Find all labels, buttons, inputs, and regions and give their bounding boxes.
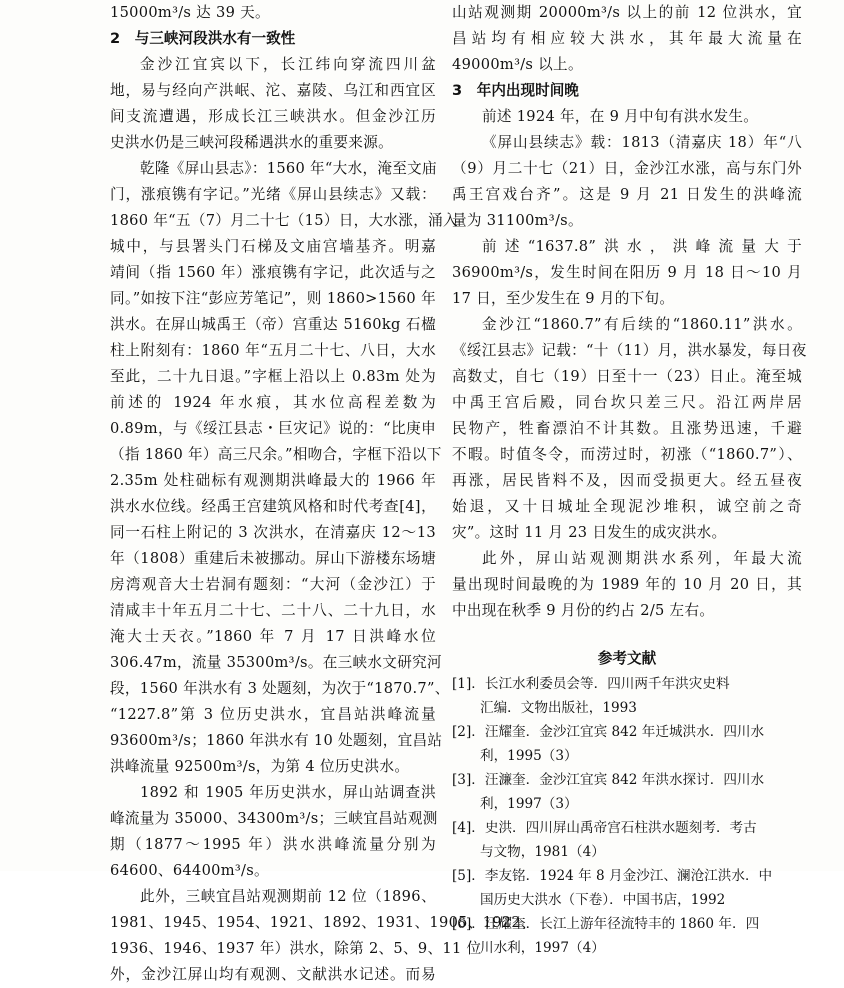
reference-line: 汇编．文物出版社，1993 bbox=[480, 700, 637, 716]
text-line: 清咸丰十年五月二十七、二十八、二十九日，水 bbox=[110, 602, 436, 619]
reference-line: [5]．李友铭．1924 年 8 月金沙江、澜沧江洪水．中 bbox=[452, 868, 773, 884]
text-line: 地，易与经向产洪岷、沱、嘉陵、乌江和西宜区 bbox=[110, 82, 436, 99]
text-line: 0.89m，与《绥江县志・巨灾记》说的：“比庚申 bbox=[110, 420, 436, 437]
reference-line: [3]．汪濂奎．金沙江宜宾 842 年洪水探讨．四川水 bbox=[452, 772, 765, 788]
text-line: 靖间（指 1560 年）涨痕镌有字记，此次适与之 bbox=[110, 264, 436, 281]
reference-item bbox=[452, 720, 802, 768]
text-line: 外，金沙江屏山均有观测、文献洪水记述。而易 bbox=[110, 966, 436, 983]
text-line: 前述“1637.8”洪水，洪峰流量大于 bbox=[482, 238, 802, 255]
references-list bbox=[452, 672, 802, 960]
text-line: 至此，二十九日退。”字框上沿以上 0.83m 处为 bbox=[110, 368, 436, 385]
text-line: 乾隆《屏山县志》：1560 年“大水，淹至文庙 bbox=[140, 160, 437, 177]
text-line: 15000m³/s 达 39 天。 bbox=[110, 4, 270, 21]
text-line: 间支流遭遇，形成长江三峡洪水。但金沙江历 bbox=[110, 108, 436, 125]
text-line: 前述 1924 年，在 9 月中旬有洪水发生。 bbox=[482, 108, 759, 125]
text-line: 再涨，居民皆料不及，因而受损更大。经五昼夜 bbox=[452, 472, 802, 489]
text-line: 房湾观音大士岩洞有题刻：“大河（金沙江）于 bbox=[110, 576, 436, 593]
text-line: 民物产，牲畜漂泊不计其数。且涨势迅速，千避 bbox=[452, 420, 802, 437]
reference-item bbox=[452, 816, 802, 864]
text-line: 期（1877～1995 年）洪水洪峰流量分别为 bbox=[110, 836, 436, 853]
text-line: 17 日，至少发生在 9 月的下旬。 bbox=[452, 290, 675, 307]
text-line: 93600m³/s；1860 年洪水有 10 处题刻，宜昌站 bbox=[110, 732, 443, 749]
text-line: 1936、1946、1937 年）洪水，除第 2、5、9、11 位 bbox=[110, 940, 482, 957]
section-heading: 3 年内出现时间晚 bbox=[452, 82, 579, 99]
reference-line: [1]．长江水利委员会等．四川两千年洪灾史料 bbox=[452, 676, 730, 692]
text-line: 洪峰流量 92500m³/s，为第 4 位历史洪水。 bbox=[110, 758, 410, 775]
text-line: 年（1808）重建后未被挪动。屏山下游楼东场塘 bbox=[110, 550, 436, 567]
text-line: 1981、1945、1954、1921、1892、1931、1905、1922、 bbox=[110, 914, 536, 931]
text-line: 49000m³/s 以上。 bbox=[452, 56, 583, 73]
text-line: 灾”。这时 11 月 23 日发生的成灾洪水。 bbox=[452, 524, 727, 541]
references-heading: 参考文献 bbox=[597, 650, 657, 667]
reference-item bbox=[452, 672, 802, 720]
reference-line: 与文物，1981（4） bbox=[480, 844, 605, 860]
reference-item bbox=[452, 768, 802, 816]
text-line: 《屏山县续志》载：1813（清嘉庆 18）年“八 bbox=[482, 134, 802, 151]
text-line: 禹王宫戏台齐”。这是 9 月 21 日发生的洪峰流 bbox=[452, 186, 802, 203]
reference-line: [6]．汪耀奎．长江上游年径流特丰的 1860 年．四 bbox=[452, 916, 760, 932]
text-line: （指 1860 年）高三尺余。”相吻合，字框下沿以下 bbox=[110, 446, 442, 463]
text-line: 不暇。时值冬令，而涝过时，初涨（“1860.7”）、 bbox=[452, 446, 802, 463]
text-line: 同一石柱上附记的 3 次洪水，在清嘉庆 12～13 bbox=[110, 524, 436, 541]
text-line: 史洪水仍是三峡河段稀遇洪水的重要来源。 bbox=[110, 134, 393, 151]
text-line: 高数丈，自七（19）日至十一（23）日止。淹至城 bbox=[452, 368, 802, 385]
text-line: 前述的 1924 年水痕，其水位高程差数为 bbox=[110, 394, 436, 411]
text-line: 金沙江宜宾以下，长江纬向穿流四川盆 bbox=[140, 56, 436, 73]
reference-line: [4]．史洪．四川屏山禹帝宫石柱洪水题刻考．考古 bbox=[452, 820, 757, 836]
text-line: 量为 31100m³/s。 bbox=[452, 212, 583, 229]
right-text-column bbox=[452, 0, 807, 960]
text-line: 此外，三峡宜昌站观测期前 12 位（1896、 bbox=[140, 888, 436, 905]
text-line: 金沙江“1860.7”有后续的“1860.11”洪水。 bbox=[482, 316, 802, 333]
reference-line: [2]．汪耀奎．金沙江宜宾 842 年迁城洪水．四川水 bbox=[452, 724, 765, 740]
text-line: 山站观测期 20000m³/s 以上的前 12 位洪水，宜 bbox=[452, 4, 802, 21]
text-line: 36900m³/s，发生时间在阳历 9 月 18 日～10 月 bbox=[452, 264, 802, 281]
text-line: 1892 和 1905 年历史洪水，屏山站调查洪 bbox=[140, 784, 436, 801]
text-line: 段，1560 年洪水有 3 处题刻，为次于“1870.7”、 bbox=[110, 680, 450, 697]
text-line: 306.47m，流量 35300m³/s。在三峡水文研究河 bbox=[110, 654, 442, 671]
reference-item bbox=[452, 912, 802, 960]
text-line: 中出现在秋季 9 月份的约占 2/5 左右。 bbox=[452, 602, 715, 619]
right-body-text bbox=[452, 0, 807, 624]
reference-line: 利，1997（3） bbox=[480, 796, 578, 812]
reference-line: 川水利，1997（4） bbox=[480, 940, 605, 956]
text-line: “1227.8”第 3 位历史洪水，宜昌站洪峰流量 bbox=[110, 706, 436, 723]
text-line: 2.35m 处柱础标有观测期洪峰最大的 1966 年 bbox=[110, 472, 436, 489]
text-line: 始退，又十日城址全现泥沙堆积，诚空前之奇 bbox=[452, 498, 802, 515]
text-line: 量出现时间最晚的为 1989 年的 10 月 20 日，其 bbox=[452, 576, 802, 593]
text-line: 此外，屏山站观测期洪水系列，年最大流 bbox=[482, 550, 802, 567]
text-line: 1860 年“五（7）月二十七（15）日，大水涨，涌入 bbox=[110, 212, 458, 229]
reference-item bbox=[452, 864, 802, 912]
text-line: 淹大士天衣。”1860 年 7 月 17 日洪峰水位 bbox=[110, 628, 436, 645]
text-line: 昌站均有相应较大洪水，其年最大流量在 bbox=[452, 30, 802, 47]
text-line: 柱上附刻有：1860 年“五月二十七、八日，大水 bbox=[110, 342, 436, 359]
text-line: 门，涨痕镌有字记。”光绪《屏山县续志》又载： bbox=[110, 186, 436, 203]
reference-line: 利，1995（3） bbox=[480, 748, 578, 764]
section-heading: 2 与三峡河段洪水有一致性 bbox=[110, 30, 296, 47]
text-line: 64600、64400m³/s。 bbox=[110, 862, 269, 879]
text-line: 《绥江县志》记载：“十（11）月，洪水暴发，每日夜 bbox=[452, 342, 807, 359]
reference-line: 国历史大洪水（下卷）．中国书店，1992 bbox=[480, 892, 726, 908]
text-line: 洪水。在屏山城禹王（帝）宫重达 5160kg 石楹 bbox=[110, 316, 436, 333]
text-line: 中禹王宫后殿，同台坎只差三尺。沿江两岸居 bbox=[452, 394, 802, 411]
text-line: 峰流量为 35000、34300m³/s；三峡宜昌站观测 bbox=[110, 810, 438, 827]
text-line: 洪水水位线。经禹王宫建筑风格和时代考查[4]， bbox=[110, 498, 436, 515]
text-line: 同。”如按下注“彭应芳笔记”，则 1860>1560 年 bbox=[110, 290, 436, 307]
text-line: （9）月二十七（21）日，金沙江水涨，高与东门外 bbox=[452, 160, 802, 177]
text-line: 城中，与县署头门石梯及文庙宫墙基齐。明嘉 bbox=[110, 238, 436, 255]
